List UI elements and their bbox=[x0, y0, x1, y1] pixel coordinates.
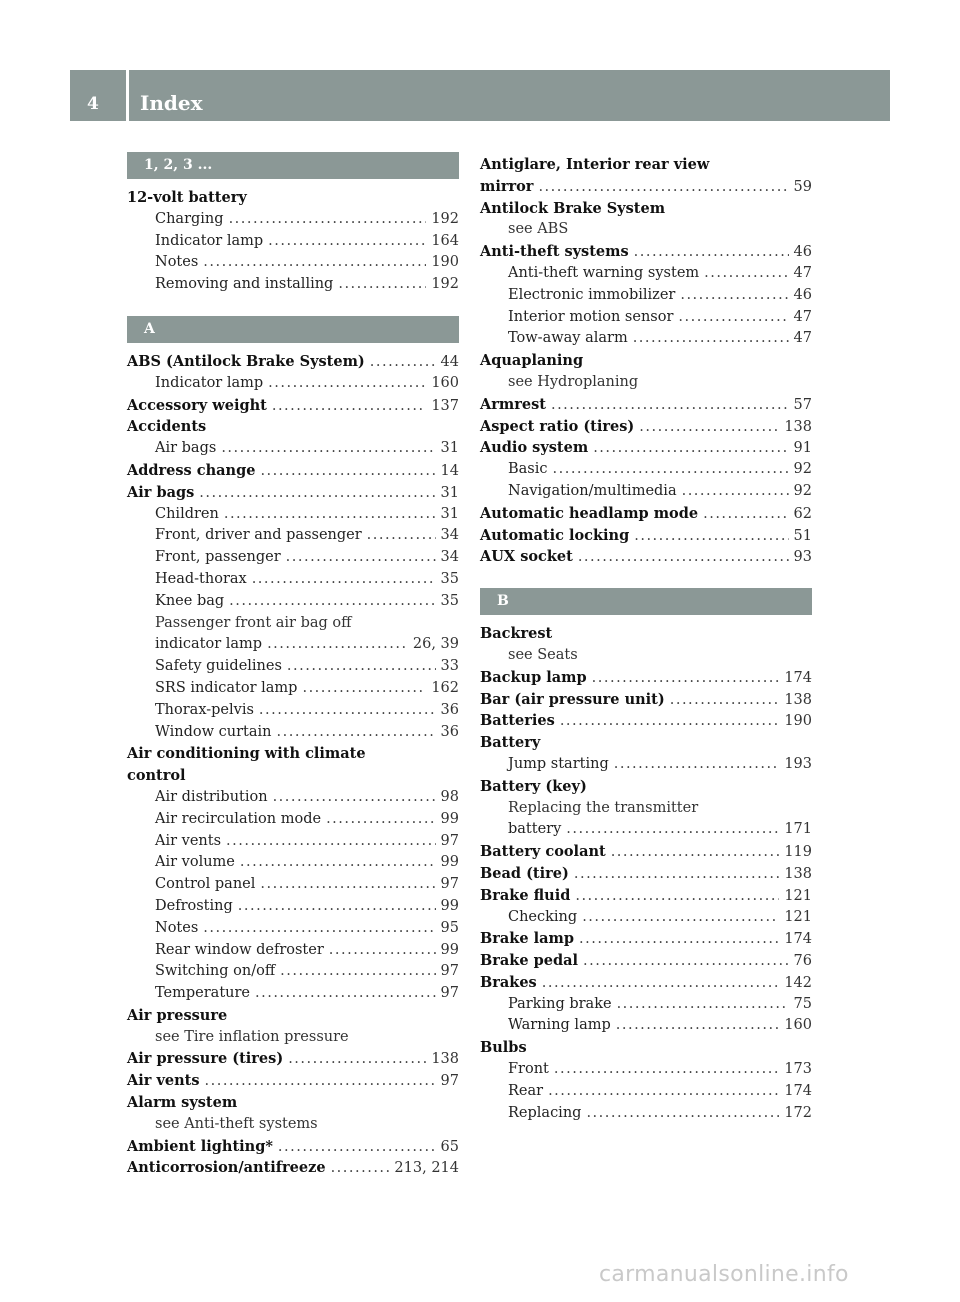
index-entry[interactable] bbox=[127, 896, 459, 918]
index-entry[interactable] bbox=[480, 546, 812, 568]
index-entry-term: Control panel bbox=[155, 876, 256, 893]
leader-dots bbox=[704, 263, 788, 285]
leader-dots bbox=[273, 787, 436, 809]
index-entry[interactable] bbox=[127, 438, 459, 460]
index-entry-term: Defrosting bbox=[155, 897, 233, 914]
leader-dots bbox=[583, 951, 789, 973]
leader-dots bbox=[639, 417, 779, 439]
index-entry-page[interactable]: 36 bbox=[440, 723, 459, 740]
index-entry-term: Brake pedal bbox=[480, 952, 579, 970]
index-entry-term: Rear bbox=[508, 1082, 544, 1099]
index-term: Bulbs bbox=[480, 1039, 527, 1057]
index-entry-term: AUX socket bbox=[480, 548, 573, 566]
index-entry[interactable] bbox=[480, 994, 812, 1016]
page-title: Index bbox=[140, 91, 203, 115]
leader-dots bbox=[616, 1015, 780, 1037]
index-entry-term: Head-thorax bbox=[155, 570, 247, 587]
index-entry[interactable] bbox=[127, 504, 459, 526]
index-entry-term: Bead (tire) bbox=[480, 864, 569, 882]
index-entry-term: Air volume bbox=[155, 854, 235, 871]
index-entry-page[interactable]: 138 bbox=[784, 691, 812, 708]
index-entry[interactable] bbox=[127, 569, 459, 591]
index-entry-term: battery bbox=[508, 821, 562, 838]
leader-dots bbox=[287, 656, 436, 678]
watermark: carmanualsonline.info bbox=[599, 1262, 849, 1287]
index-entry-page[interactable]: 171 bbox=[784, 821, 812, 838]
index-entry[interactable] bbox=[127, 525, 459, 547]
index-entry[interactable] bbox=[480, 863, 812, 885]
leader-dots bbox=[582, 907, 779, 929]
index-entry-page[interactable]: 190 bbox=[784, 713, 812, 730]
index-entry-page[interactable]: 174 bbox=[784, 669, 812, 686]
index-entry-page[interactable]: 47 bbox=[793, 264, 812, 281]
leader-dots bbox=[280, 961, 435, 983]
leader-dots bbox=[260, 461, 435, 483]
index-entry-page[interactable]: 98 bbox=[440, 788, 459, 805]
leader-dots bbox=[203, 918, 435, 940]
index-entry-term: Brake lamp bbox=[480, 930, 574, 948]
index-entry[interactable] bbox=[480, 307, 812, 329]
index-entry[interactable] bbox=[127, 1157, 459, 1179]
index-entry-term: Electronic immobilizer bbox=[508, 286, 676, 303]
index-entry-page[interactable]: 174 bbox=[784, 931, 812, 948]
page-number: 4 bbox=[87, 94, 99, 114]
leader-dots bbox=[634, 526, 788, 548]
index-entry[interactable] bbox=[480, 459, 812, 481]
index-entry-term: Interior motion sensor bbox=[508, 308, 674, 325]
index-entry-term: Air distribution bbox=[155, 788, 268, 805]
index-subterm: see Seats bbox=[508, 646, 578, 663]
index-entry[interactable] bbox=[480, 176, 812, 198]
index-entry-term: Children bbox=[155, 505, 219, 522]
index-entry-page[interactable]: 34 bbox=[440, 549, 459, 566]
index-subterm: see ABS bbox=[508, 221, 569, 238]
index-entry[interactable] bbox=[127, 1136, 459, 1158]
index-entry-page[interactable]: 14 bbox=[440, 462, 459, 479]
index-entry-page[interactable]: 35 bbox=[440, 570, 459, 587]
index-entry-term: Accessory weight bbox=[127, 396, 267, 414]
index-entry-term: Jump starting bbox=[508, 755, 609, 772]
index-entry[interactable] bbox=[480, 950, 812, 972]
index-term: Air pressure bbox=[127, 1006, 228, 1024]
index-entry-page[interactable]: 59 bbox=[793, 178, 812, 195]
index-entry[interactable] bbox=[127, 874, 459, 896]
index-entry[interactable] bbox=[480, 241, 812, 263]
index-entry-term: indicator lamp bbox=[155, 636, 263, 653]
index-entry[interactable] bbox=[127, 591, 459, 613]
index-term: Alarm system bbox=[127, 1094, 238, 1112]
index-entry-page[interactable]: 99 bbox=[440, 854, 459, 871]
leader-dots bbox=[548, 1081, 779, 1103]
index-entry-page[interactable]: 137 bbox=[431, 397, 459, 414]
index-entry-page[interactable]: 99 bbox=[440, 810, 459, 827]
index-entry[interactable] bbox=[127, 274, 459, 296]
index-entry-page[interactable]: 44 bbox=[440, 353, 459, 370]
section-heading: A bbox=[127, 316, 459, 343]
index-entry-term: Rear window defroster bbox=[155, 941, 324, 958]
section-spacer bbox=[127, 296, 459, 316]
leader-dots bbox=[551, 395, 789, 417]
index-entry-page[interactable]: 31 bbox=[440, 484, 459, 501]
index-entry-term: Navigation/multimedia bbox=[508, 482, 677, 499]
index-entry[interactable] bbox=[480, 416, 812, 438]
index-entry-page[interactable]: 160 bbox=[431, 374, 459, 391]
index-entry[interactable] bbox=[127, 656, 459, 678]
leader-dots bbox=[367, 525, 436, 547]
index-entry[interactable] bbox=[480, 525, 812, 547]
index-subterm: see Anti-theft systems bbox=[155, 1115, 318, 1132]
index-entry[interactable] bbox=[127, 722, 459, 744]
leader-dots bbox=[229, 209, 427, 231]
leader-dots bbox=[553, 459, 789, 481]
index-entry-page[interactable]: 119 bbox=[784, 844, 812, 861]
index-entry-page[interactable]: 57 bbox=[793, 396, 812, 413]
index-entry-page[interactable]: 192 bbox=[431, 210, 459, 227]
index-entry-term: Address change bbox=[127, 461, 256, 479]
index-entry-page[interactable]: 138 bbox=[431, 1051, 459, 1068]
index-entry-term: Bar (air pressure unit) bbox=[480, 690, 665, 708]
leader-dots bbox=[578, 547, 789, 569]
index-entry[interactable] bbox=[127, 918, 459, 940]
index-entry-term: Batteries bbox=[480, 712, 555, 730]
index-entry[interactable] bbox=[480, 907, 812, 929]
leader-dots bbox=[268, 373, 426, 395]
index-entry-page[interactable]: 142 bbox=[784, 974, 812, 991]
leader-dots bbox=[199, 483, 435, 505]
index-entry-term: Anticorrosion/antifreeze bbox=[127, 1159, 326, 1177]
index-entry-page[interactable]: 173 bbox=[784, 1061, 812, 1078]
index-entry-term: Air bags bbox=[127, 483, 195, 501]
leader-dots bbox=[592, 668, 780, 690]
index-entry[interactable] bbox=[127, 482, 459, 504]
index-entry[interactable] bbox=[127, 809, 459, 831]
leader-dots bbox=[203, 252, 426, 274]
index-entry[interactable] bbox=[127, 787, 459, 809]
leader-dots bbox=[593, 438, 788, 460]
index-entry-page[interactable]: 36 bbox=[440, 701, 459, 718]
index-entry-page[interactable]: 51 bbox=[793, 527, 812, 544]
index-entry-term: Window curtain bbox=[155, 723, 272, 740]
leader-dots bbox=[238, 896, 436, 918]
index-entry-page[interactable]: 31 bbox=[440, 440, 459, 457]
leader-dots bbox=[278, 1137, 436, 1159]
leader-dots bbox=[611, 842, 780, 864]
index-entry-term: Checking bbox=[508, 908, 578, 925]
index-entry[interactable] bbox=[480, 285, 812, 307]
index-entry[interactable] bbox=[480, 437, 812, 459]
leader-dots bbox=[268, 231, 426, 253]
index-entry[interactable] bbox=[127, 373, 459, 395]
index-entry[interactable] bbox=[127, 231, 459, 253]
leader-dots bbox=[277, 722, 436, 744]
index-column-left bbox=[127, 152, 459, 1179]
index-entry-term: Battery coolant bbox=[480, 843, 606, 861]
index-entry-term: Front bbox=[508, 1061, 549, 1078]
leader-dots bbox=[703, 504, 788, 526]
index-term: 12-volt battery bbox=[127, 189, 247, 206]
section-heading: 1, 2, 3 ... bbox=[127, 152, 459, 179]
index-entry-term: Air pressure (tires) bbox=[127, 1050, 284, 1068]
leader-dots bbox=[229, 591, 435, 613]
index-entry[interactable] bbox=[127, 1048, 459, 1070]
section-spacer bbox=[480, 568, 812, 588]
index-entry-term: Thorax-pelvis bbox=[155, 701, 254, 718]
index-entry-term: Indicator lamp bbox=[155, 374, 264, 391]
index-entry-term: Air vents bbox=[127, 1072, 200, 1090]
index-entry[interactable] bbox=[480, 1015, 812, 1037]
index-entry-page[interactable]: 121 bbox=[784, 908, 812, 925]
leader-dots bbox=[634, 242, 789, 264]
index-entry-term: Front, passenger bbox=[155, 549, 281, 566]
index-entry[interactable] bbox=[480, 841, 812, 863]
index-entry-term: Parking brake bbox=[508, 995, 612, 1012]
index-term: control bbox=[127, 767, 186, 785]
index-entry[interactable] bbox=[480, 328, 812, 350]
leader-dots bbox=[259, 700, 436, 722]
index-entry-page[interactable]: 26, 39 bbox=[412, 636, 459, 653]
index-entry[interactable] bbox=[480, 972, 812, 994]
index-entry-term: Switching on/off bbox=[155, 963, 276, 980]
leader-dots bbox=[224, 504, 436, 526]
index-entry[interactable] bbox=[127, 983, 459, 1005]
leader-dots bbox=[678, 307, 788, 329]
leader-dots bbox=[682, 481, 789, 503]
index-term: Battery bbox=[480, 734, 541, 752]
leader-dots bbox=[255, 983, 436, 1005]
index-entry-page[interactable]: 121 bbox=[784, 887, 812, 904]
index-entry-term: Aspect ratio (tires) bbox=[480, 417, 635, 435]
index-entry-page[interactable]: 46 bbox=[793, 286, 812, 303]
leader-dots bbox=[221, 438, 435, 460]
leader-dots bbox=[329, 940, 436, 962]
leader-dots bbox=[538, 177, 788, 199]
leader-dots bbox=[586, 1103, 779, 1125]
index-entry-page[interactable]: 65 bbox=[440, 1138, 459, 1155]
index-entry-page[interactable]: 31 bbox=[440, 505, 459, 522]
index-entry-page[interactable]: 164 bbox=[431, 232, 459, 249]
index-entry-term: Front, driver and passenger bbox=[155, 527, 362, 544]
index-term: Backrest bbox=[480, 625, 553, 643]
index-entry[interactable] bbox=[480, 481, 812, 503]
leader-dots bbox=[260, 874, 435, 896]
index-entry-term: Safety guidelines bbox=[155, 658, 282, 675]
index-entry-term: Knee bag bbox=[155, 592, 225, 609]
index-term: Antilock Brake System bbox=[480, 199, 666, 217]
leader-dots bbox=[574, 864, 779, 886]
index-entry[interactable] bbox=[127, 209, 459, 231]
index-entry[interactable] bbox=[127, 460, 459, 482]
leader-dots bbox=[579, 929, 779, 951]
index-entry-page[interactable]: 33 bbox=[440, 658, 459, 675]
index-entry[interactable] bbox=[480, 928, 812, 950]
index-entry-page[interactable]: 97 bbox=[440, 832, 459, 849]
index-entry-term: Tow-away alarm bbox=[508, 330, 628, 347]
index-entry-term: Warning lamp bbox=[508, 1017, 611, 1034]
index-entry-page[interactable]: 97 bbox=[440, 985, 459, 1002]
leader-dots bbox=[226, 831, 436, 853]
index-entry[interactable] bbox=[480, 1103, 812, 1125]
index-term: Aquaplaning bbox=[480, 352, 584, 370]
index-entry-page[interactable]: 162 bbox=[431, 679, 459, 696]
index-entry[interactable] bbox=[127, 395, 459, 417]
index-entry[interactable] bbox=[127, 351, 459, 373]
index-entry-term: Basic bbox=[508, 461, 548, 478]
index-entry[interactable] bbox=[480, 754, 812, 776]
index-entry-term: Brake fluid bbox=[480, 886, 571, 904]
index-subterm: see Tire inflation pressure bbox=[155, 1028, 349, 1045]
index-entry-page[interactable]: 95 bbox=[440, 919, 459, 936]
index-entry-term: Backup lamp bbox=[480, 668, 587, 686]
index-entry-page[interactable]: 91 bbox=[793, 440, 812, 457]
index-entry[interactable] bbox=[127, 700, 459, 722]
index-entry-page[interactable]: 97 bbox=[440, 876, 459, 893]
index-entry-page[interactable]: 34 bbox=[440, 527, 459, 544]
index-entry-page[interactable]: 190 bbox=[431, 254, 459, 271]
leader-dots bbox=[252, 569, 436, 591]
index-entry[interactable] bbox=[480, 394, 812, 416]
index-entry-page[interactable]: 99 bbox=[440, 897, 459, 914]
index-entry-page[interactable]: 99 bbox=[440, 941, 459, 958]
index-entry[interactable] bbox=[480, 1059, 812, 1081]
index-entry-page[interactable]: 93 bbox=[793, 549, 812, 566]
index-entry[interactable] bbox=[127, 961, 459, 983]
leader-dots bbox=[542, 973, 780, 995]
index-entry-term: Air bags bbox=[155, 440, 217, 457]
leader-dots bbox=[288, 1049, 426, 1071]
index-entry-page[interactable]: 174 bbox=[784, 1082, 812, 1099]
index-entry[interactable] bbox=[127, 547, 459, 569]
leader-dots bbox=[205, 1071, 436, 1093]
index-entry-page[interactable]: 75 bbox=[793, 995, 812, 1012]
index-entry[interactable] bbox=[127, 678, 459, 700]
section-heading: B bbox=[480, 588, 812, 615]
index-entry-term: Automatic headlamp mode bbox=[480, 504, 699, 522]
index-entry-term: Charging bbox=[155, 210, 224, 227]
index-entry-term: Indicator lamp bbox=[155, 232, 264, 249]
leader-dots bbox=[326, 809, 435, 831]
index-entry-term: Ambient lighting* bbox=[127, 1137, 273, 1155]
leader-dots bbox=[575, 886, 779, 908]
index-entry-page[interactable]: 160 bbox=[784, 1017, 812, 1034]
index-entry-term: mirror bbox=[480, 177, 534, 195]
index-entry-term: Brakes bbox=[480, 973, 537, 991]
index-entry[interactable] bbox=[480, 710, 812, 732]
index-entry[interactable] bbox=[127, 852, 459, 874]
leader-dots bbox=[560, 711, 780, 733]
index-entry-term: Notes bbox=[155, 254, 199, 271]
index-entry[interactable] bbox=[480, 503, 812, 525]
index-entry-page[interactable]: 138 bbox=[784, 865, 812, 882]
index-entry-page[interactable]: 92 bbox=[793, 482, 812, 499]
index-entry[interactable] bbox=[127, 831, 459, 853]
index-entry-term: Replacing bbox=[508, 1104, 582, 1121]
leader-dots bbox=[633, 328, 789, 350]
index-term: Antiglare, Interior rear view bbox=[480, 156, 710, 173]
leader-dots bbox=[267, 634, 408, 656]
index-entry[interactable] bbox=[480, 885, 812, 907]
index-entry-page[interactable]: 47 bbox=[793, 308, 812, 325]
header-divider bbox=[126, 70, 129, 121]
index-entry-term: Air vents bbox=[155, 832, 222, 849]
index-entry-page[interactable]: 46 bbox=[793, 244, 812, 261]
index-entry-term: Audio system bbox=[480, 439, 589, 457]
index-entry[interactable] bbox=[480, 263, 812, 285]
index-entry-term: Notes bbox=[155, 919, 199, 936]
index-entry-term: SRS indicator lamp bbox=[155, 679, 298, 696]
leader-dots bbox=[272, 396, 426, 418]
leader-dots bbox=[240, 852, 436, 874]
leader-dots bbox=[680, 285, 788, 307]
index-entry-term: Armrest bbox=[480, 395, 546, 413]
index-entry-page[interactable]: 97 bbox=[440, 963, 459, 980]
index-entry-page[interactable]: 35 bbox=[440, 592, 459, 609]
index-entry[interactable] bbox=[127, 940, 459, 962]
index-entry-page[interactable]: 138 bbox=[784, 418, 812, 435]
leader-dots bbox=[302, 678, 426, 700]
leader-dots bbox=[338, 274, 426, 296]
index-subterm: Passenger front air bag off bbox=[155, 614, 352, 631]
index-subterm: Replacing the transmitter bbox=[508, 799, 699, 816]
index-entry-page[interactable]: 47 bbox=[793, 330, 812, 347]
leader-dots bbox=[554, 1059, 779, 1081]
index-entry[interactable] bbox=[127, 252, 459, 274]
index-entry[interactable] bbox=[127, 634, 459, 656]
index-entry[interactable] bbox=[480, 819, 812, 841]
index-term: Accidents bbox=[127, 418, 207, 436]
leader-dots bbox=[670, 690, 780, 712]
index-subterm: see Hydroplaning bbox=[508, 373, 639, 390]
leader-dots bbox=[331, 1158, 390, 1180]
leader-dots bbox=[614, 754, 780, 776]
index-entry-page[interactable]: 92 bbox=[793, 461, 812, 478]
leader-dots bbox=[617, 994, 789, 1016]
index-entry[interactable] bbox=[480, 1081, 812, 1103]
index-entry-page[interactable]: 213, 214 bbox=[394, 1160, 459, 1177]
index-entry-page[interactable]: 62 bbox=[793, 505, 812, 522]
leader-dots bbox=[370, 352, 436, 374]
index-entry[interactable] bbox=[480, 667, 812, 689]
index-entry-page[interactable]: 97 bbox=[440, 1073, 459, 1090]
index-entry-term: Air recirculation mode bbox=[155, 810, 322, 827]
leader-dots bbox=[566, 819, 779, 841]
index-term: Air conditioning with climate bbox=[127, 745, 366, 763]
index-entry-page[interactable]: 172 bbox=[784, 1104, 812, 1121]
index-entry-page[interactable]: 76 bbox=[793, 953, 812, 970]
index-entry-term: Temperature bbox=[155, 985, 250, 1002]
index-entry-page[interactable]: 193 bbox=[784, 755, 812, 772]
index-entry-term: Automatic locking bbox=[480, 526, 630, 544]
index-term: Battery (key) bbox=[480, 777, 587, 795]
index-entry[interactable] bbox=[127, 1070, 459, 1092]
index-entry[interactable] bbox=[480, 689, 812, 711]
leader-dots bbox=[286, 547, 436, 569]
index-entry-term: ABS (Antilock Brake System) bbox=[127, 352, 365, 370]
index-entry-term: Anti-theft systems bbox=[480, 243, 629, 261]
index-column-right bbox=[480, 154, 812, 1124]
index-entry-term: Removing and installing bbox=[155, 276, 334, 293]
index-entry-page[interactable]: 192 bbox=[431, 276, 459, 293]
index-entry-term: Anti-theft warning system bbox=[508, 264, 700, 281]
